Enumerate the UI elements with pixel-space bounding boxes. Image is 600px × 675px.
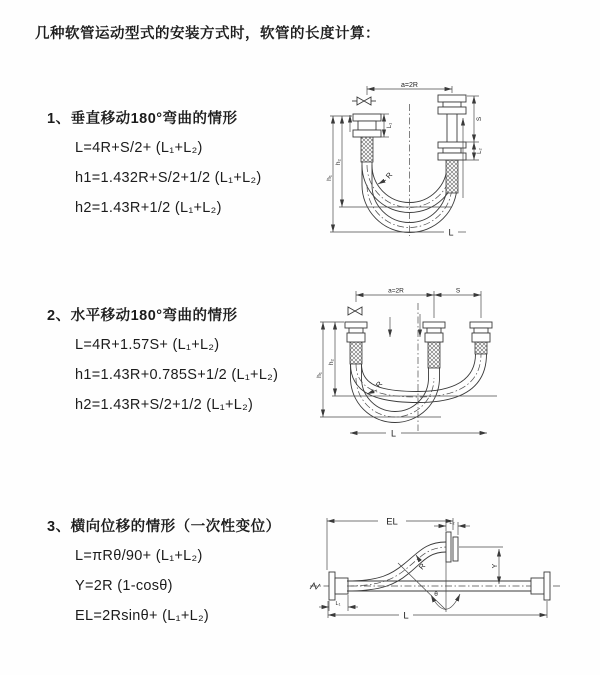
dim-l1-label: L₁ bbox=[335, 601, 341, 607]
formula-h1: h1=1.432R+S/2+1/2 (L₁+L₂) bbox=[75, 170, 262, 186]
upper-flange bbox=[446, 532, 458, 562]
formula-y: Y=2R (1-cosθ) bbox=[75, 578, 173, 594]
formula-length: L=4R+S/2+ (L₁+L₂) bbox=[75, 140, 203, 156]
dim-a-2r bbox=[367, 82, 452, 95]
angle-construction bbox=[398, 561, 460, 612]
dim-r-label: R bbox=[416, 561, 428, 572]
right-flange-upper bbox=[438, 95, 466, 114]
valve-icon bbox=[348, 307, 362, 315]
dim-a-label: a=2R bbox=[401, 82, 418, 89]
right-flange-lower bbox=[438, 142, 466, 160]
dim-l2 bbox=[434, 520, 470, 535]
hose-curves bbox=[351, 354, 487, 423]
s-curve-hose bbox=[347, 542, 446, 591]
dim-y-label: Y bbox=[492, 563, 499, 569]
formula-h1: h1=1.43R+0.785S+1/2 (L₁+L₂) bbox=[75, 367, 279, 383]
dim-l2-label: L₂ bbox=[477, 148, 483, 154]
section-3-heading: 3、横向位移的情形（一次性变位） bbox=[47, 519, 281, 535]
valve-icon bbox=[352, 97, 376, 105]
fitting-arrows bbox=[390, 314, 420, 337]
dim-s-label: S bbox=[455, 287, 461, 295]
section-lateral-displacement bbox=[47, 515, 281, 626]
formula-length: L=4R+1.57S+ (L₁+L₂) bbox=[75, 337, 220, 353]
dim-r-label: R bbox=[383, 170, 395, 181]
diagram-lateral-displacement bbox=[300, 498, 600, 675]
dim-l bbox=[350, 429, 487, 439]
dim-h2-label: h₂ bbox=[335, 158, 342, 166]
dim-s bbox=[434, 288, 481, 319]
section-vertical-movement bbox=[47, 107, 262, 218]
dim-l-label: L bbox=[448, 227, 454, 238]
dim-s-label: S bbox=[476, 116, 483, 122]
dim-h1-label: h₁ bbox=[316, 372, 323, 378]
dim-y bbox=[459, 547, 503, 584]
section-2-heading: 2、水平移动180°弯曲的情形 bbox=[47, 308, 238, 324]
dim-h2-label: h₂ bbox=[328, 358, 335, 366]
dim-r-label: R bbox=[373, 379, 385, 390]
dim-a-2r bbox=[356, 288, 434, 319]
right-flange bbox=[531, 572, 550, 600]
centerline-break bbox=[310, 583, 320, 589]
left-flange bbox=[353, 114, 381, 137]
dim-theta-label: θ bbox=[434, 591, 438, 598]
section-1-heading: 1、垂直移动180°弯曲的情形 bbox=[47, 111, 238, 127]
formula-h2: h2=1.43R+1/2 (L₁+L₂) bbox=[75, 200, 222, 216]
dim-s bbox=[466, 96, 483, 142]
dim-l2-label: L₂ bbox=[449, 520, 455, 526]
dim-l-label: L bbox=[403, 610, 409, 622]
formula-length: L=πRθ/90+ (L₁+L₂) bbox=[75, 548, 203, 564]
diagram-horizontal-u-bend bbox=[305, 283, 600, 448]
diagram-vertical-u-bend bbox=[310, 75, 595, 260]
formula-h2: h2=1.43R+S/2+1/2 (L₁+L₂) bbox=[75, 397, 254, 413]
flanges bbox=[345, 322, 492, 342]
dim-el-label: EL bbox=[386, 516, 398, 528]
dim-a-label: a=2R bbox=[388, 287, 404, 295]
radius-callout bbox=[416, 555, 428, 571]
dim-l bbox=[328, 601, 547, 622]
dim-h1-label: h₁ bbox=[326, 175, 333, 181]
left-flange bbox=[329, 572, 348, 600]
braided-sections bbox=[350, 342, 487, 368]
formula-el: EL=2Rsinθ+ (L₁+L₂) bbox=[75, 608, 210, 624]
section-horizontal-movement bbox=[47, 304, 278, 415]
dim-l-label: L bbox=[390, 428, 397, 439]
dim-l1 bbox=[319, 595, 358, 611]
radius-callout bbox=[378, 170, 395, 184]
page-title: 几种软管运动型式的安装方式时，软管的长度计算： bbox=[35, 26, 380, 42]
dim-l1 bbox=[381, 114, 393, 137]
dim-l1-label: L₁ bbox=[387, 122, 393, 129]
dim-h1 bbox=[326, 116, 466, 232]
